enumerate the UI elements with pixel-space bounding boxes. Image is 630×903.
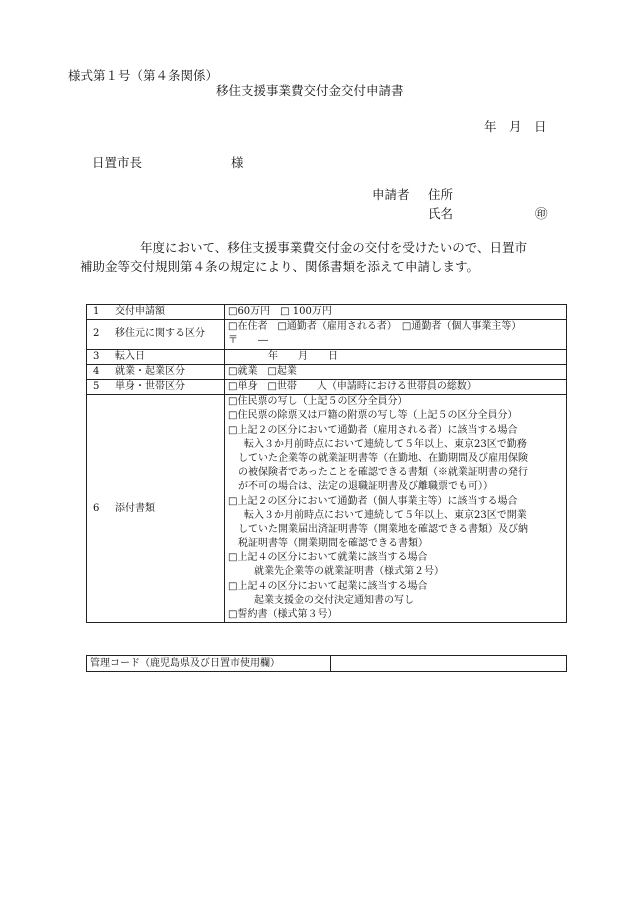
row2-label-cell	[87, 320, 225, 349]
row2-label: 移住元に関する区分	[115, 328, 205, 340]
row5-label-cell	[87, 379, 225, 394]
row-origin-category	[87, 320, 567, 349]
attachment-checkbox[interactable]: □誓約書（様式第３号）	[228, 609, 338, 620]
attachment-detail: していた企業等の就業証明書等（在勤地、在勤期間及び雇用保険	[238, 452, 528, 464]
row6-label: 添付書類	[115, 502, 155, 514]
move-in-date-value[interactable]: 年 月 日	[268, 350, 338, 362]
row6-label-cell	[87, 395, 225, 623]
row-employment-category	[87, 364, 567, 379]
move-in-date-field[interactable]	[225, 349, 567, 364]
attachments-list	[225, 395, 567, 623]
row1-label-cell	[87, 305, 225, 320]
row1-number: 1	[93, 306, 100, 317]
intro-line-1: 年度において、移住支援事業費交付金の交付を受けたいので、日置市	[140, 240, 528, 255]
seal-mark: ㊞	[535, 206, 548, 221]
intro-line-2: 補助金等交付規則第４条の規定により、関係書類を添えて申請します。	[80, 259, 480, 274]
applicant-label: 申請者	[372, 187, 410, 202]
form-number: 様式第１号（第４条関係）	[68, 68, 219, 83]
management-code-table	[86, 655, 567, 672]
postal-code-field[interactable]: 〒 ―	[228, 335, 268, 347]
attachment-checkbox[interactable]: □住民票の写し（上記５の区分全員分）	[228, 396, 408, 408]
management-code-row	[87, 656, 567, 672]
attachment-detail: していた開業届出済証明書等（開業地を確認できる書類）及び納	[238, 523, 528, 535]
amount-field[interactable]: □60万円 □ 100万円	[225, 305, 567, 320]
management-code-field[interactable]	[331, 656, 567, 672]
attachment-checkbox[interactable]: □上記２の区分において通勤者（個人事業主等）に該当する場合	[228, 495, 518, 507]
attachment-detail: の被保険者であったことを確認できる書類（※就業証明書の発行	[238, 467, 528, 479]
attachment-checkbox[interactable]: □住民票の除票又は戸籍の附票の写し等（上記５の区分全員分）	[228, 410, 518, 422]
row4-label-cell	[87, 364, 225, 379]
row3-label: 転入日	[115, 350, 145, 362]
management-code-label: 管理コード（鹿児島県及び日置市使用欄）	[87, 656, 331, 672]
date-line: 年 月 日	[484, 119, 547, 134]
household-category-field[interactable]: □単身 □世帯 人（申請時における世帯員の総数）	[225, 379, 567, 394]
name-label: 氏名	[428, 206, 454, 221]
attachment-checkbox[interactable]: □上記４の区分において就業に該当する場合	[228, 552, 428, 564]
attachment-detail: が不可の場合は、法定の退職証明書及び離職票でも可））	[238, 481, 493, 493]
attachment-detail: 就業先企業等の就業証明書（様式第２号）	[254, 566, 444, 578]
origin-category-field[interactable]	[225, 320, 567, 349]
addressee: 日置市長	[92, 155, 143, 170]
row-application-amount	[87, 305, 567, 320]
row5-label: 単身・世帯区分	[115, 380, 185, 392]
row2-number: 2	[93, 328, 100, 340]
attachment-checkbox[interactable]: □上記２の区分において通勤者（雇用される者）に該当する場合	[228, 424, 518, 436]
attachment-detail: 起業支援金の交付決定通知書の写し	[254, 594, 414, 606]
address-label: 住所	[428, 187, 454, 202]
row5-number: 5	[93, 380, 100, 392]
attachment-checkbox[interactable]: □上記４の区分において起業に該当する場合	[228, 580, 428, 592]
row4-number: 4	[93, 365, 100, 377]
row3-number: 3	[93, 350, 100, 362]
honorific: 様	[231, 155, 244, 170]
row6-number: 6	[93, 502, 100, 514]
origin-category-options[interactable]: □在住者 □通勤者（雇用される者） □通勤者（個人事業主等）	[228, 321, 522, 333]
attachment-detail: 税証明書等（開業期間を確認できる書類）	[238, 538, 428, 550]
document-title: 移住支援事業費交付金交付申請書	[216, 83, 404, 98]
row-attachments	[87, 395, 567, 623]
employment-category-field[interactable]: □就業 □起業	[225, 364, 567, 379]
row3-label-cell	[87, 349, 225, 364]
row-household-category	[87, 379, 567, 394]
row1-label: 交付申請額	[115, 306, 165, 317]
attachment-detail: 転入３か月前時点において連続して５年以上、東京23区で開業	[244, 509, 527, 521]
attachment-detail: 転入３か月前時点において連続して５年以上、東京23区で勤務	[244, 438, 527, 450]
application-table	[86, 304, 567, 623]
row4-label: 就業・起業区分	[115, 365, 185, 377]
row-move-in-date	[87, 349, 567, 364]
